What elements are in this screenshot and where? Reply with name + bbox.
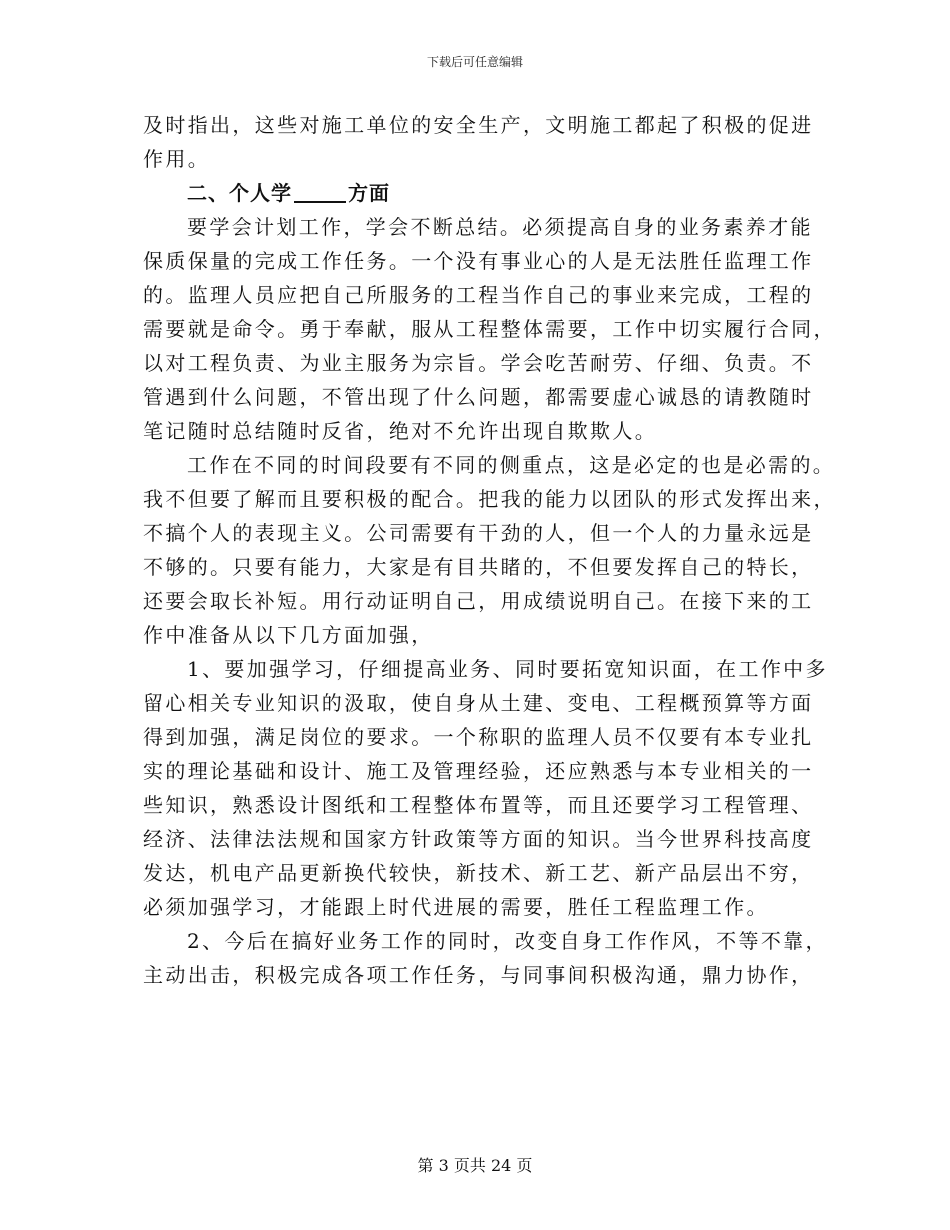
- text-line: 实的理论基础和设计、施工及管理经验，还应熟悉与本专业相关的一: [143, 759, 814, 783]
- text-line: 不够的。只要有能力，大家是有目共睹的，不但要发挥自己的特长，: [143, 555, 814, 579]
- text-line: 保质保量的完成工作任务。一个没有事业心的人是无法胜任监理工作: [143, 249, 814, 273]
- paragraph: [143, 108, 823, 176]
- page-header: 下载后可任意编辑: [426, 55, 523, 69]
- text-line: 管遇到什么问题，不管出现了什么问题，都需要虚心诚恳的请教随时: [143, 385, 814, 409]
- text-line: 发达，机电产品更新换代较快，新技术、新工艺、新产品层出不穷，: [143, 861, 814, 885]
- text-line: 不搞个人的表现主义。公司需要有干劲的人，但一个人的力量永远是: [143, 521, 814, 545]
- text-line: 作用。: [143, 147, 211, 171]
- text-line: 主动出击，积极完成各项工作任务，与同事间积极沟通，鼎力协作，: [143, 963, 814, 987]
- heading-text-after: 方面: [348, 181, 390, 205]
- text-line: 经济、法律法法规和国家方针政策等方面的知识。当今世界科技高度: [143, 827, 814, 851]
- text-line: 工作在不同的时间段要有不同的侧重点，这是必定的也是必需的。: [187, 453, 836, 477]
- text-line: 笔记随时总结随时反省，绝对不允许出现自欺欺人。: [143, 419, 658, 443]
- text-line: 我不但要了解而且要积极的配合。把我的能力以团队的形式发挥出来，: [143, 487, 836, 511]
- text-line: 必须加强学习，才能跟上时代进展的需要，胜任工程监理工作。: [143, 895, 769, 919]
- text-line: 作中准备从以下几方面加强，: [143, 623, 434, 647]
- paragraph: [143, 448, 836, 652]
- text-line: 要学会计划工作，学会不断总结。必须提高自身的业务素养才能: [187, 215, 813, 239]
- paragraph: [143, 210, 836, 448]
- fill-in-blank: [294, 179, 346, 203]
- text-line: 的。监理人员应把自己所服务的工程当作自己的事业来完成，工程的: [143, 283, 814, 307]
- page-footer: 第 3 页共 24 页: [417, 1156, 533, 1175]
- text-line: 得到加强，满足岗位的要求。一个称职的监理人员不仅要有本专业扎: [143, 725, 814, 749]
- text-line: 些知识，熟悉设计图纸和工程整体布置等，而且还要学习工程管理、: [143, 793, 814, 817]
- text-line: 以对工程负责、为业主服务为宗旨。学会吃苦耐劳、仔细、负责。不: [143, 351, 814, 375]
- text-line: 需要就是命令。勇于奉献，服从工程整体需要，工作中切实履行合同，: [143, 317, 836, 341]
- section-heading: [143, 176, 823, 210]
- text-line: 还要会取长补短。用行动证明自己，用成绩说明自己。在接下来的工: [143, 589, 814, 613]
- text-line: 及时指出，这些对施工单位的安全生产，文明施工都起了积极的促进: [143, 113, 814, 137]
- text-line: 2、今后在搞好业务工作的同时，改变自身工作作风，不等不靠，: [187, 929, 828, 953]
- text-line: 留心相关专业知识的汲取，使自身从土建、变电、工程概预算等方面: [143, 691, 814, 715]
- text-line: 1、要加强学习，仔细提高业务、同时要拓宽知识面，在工作中多: [187, 657, 828, 681]
- document-body: [143, 108, 836, 992]
- paragraph: [143, 924, 828, 992]
- paragraph: [143, 652, 828, 924]
- heading-text-before: 二、个人学: [187, 181, 292, 205]
